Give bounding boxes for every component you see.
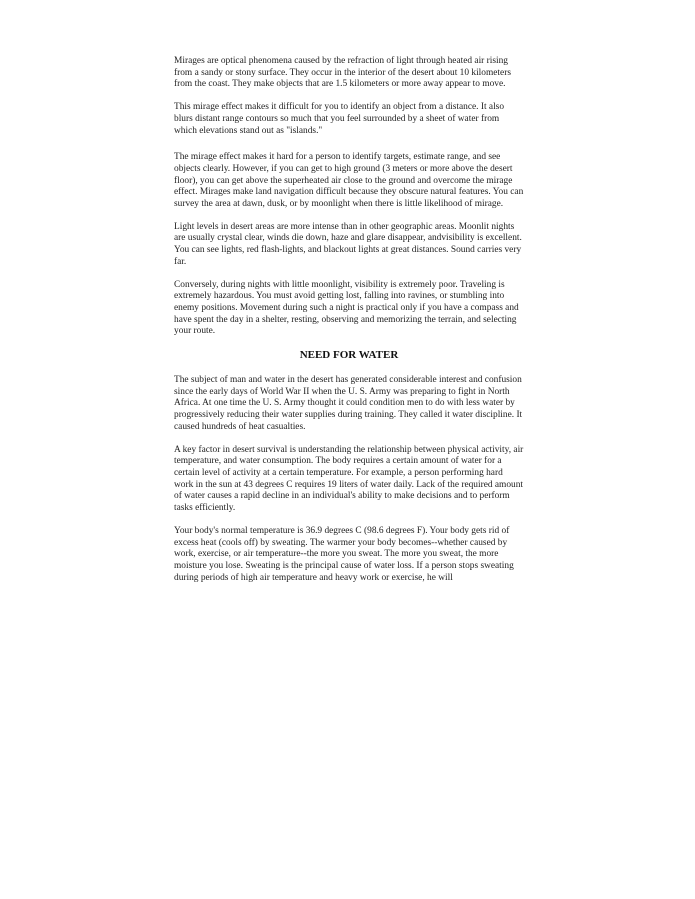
paragraph-mirage-distance: This mirage effect makes it difficult for you to identify an object from a distance. It also blurs distant range contours so much that you feel surrounded by a sheet of water from which elevations stand out as "islands." xyxy=(174,102,505,136)
paragraph-mirage-definition: Mirages are optical phenomena caused by the refraction of light through heated air rising from a sandy or stony surface. They occur in the interior of the desert about 10 kilometers from the coast. They make objects that are 1.5 kilometers or more away appear to move. xyxy=(174,56,511,90)
paragraph-mirage-high-ground: The mirage effect makes it hard for a person to identify targets, estimate range, and see objects clearly. However, if you can get to high ground (3 meters or more above the desert floor), you can get above the superheated air close to the ground and overcome the mirage effect. Mirages make land navigation difficult because they obscure natural features. You can survey the area at dawn, dusk, or by moonlight when there is little likelihood of mirage. xyxy=(174,152,524,210)
section-heading: NEED FOR WATER xyxy=(299,349,399,362)
paragraph-low-moonlight: Conversely, during nights with little moonlight, visibility is extremely poor. Traveling is extremely hazardous. You must avoid getting lost, falling into ravines, or stumbling into enemy positions. Movement during such a night is practical only if you have a compass and have spent the day in a shelter, resting, observing and memorizing the terrain, and selecting your route. xyxy=(174,279,519,337)
paragraph-light-levels: Light levels in desert areas are more intense than in other geographic areas. Moonlit nights are usually crystal clear, winds die down, haze and glare disappear, andvisibility is excellent. You can see lights, red flash-lights, and blackout lights at great distances. Sound carries very far. xyxy=(174,221,522,267)
paragraph-body-temperature: Your body's normal temperature is 36.9 degrees C (98.6 degrees F). Your body gets rid of excess heat (cools off) by sweating. The warmer your body becomes--whether caused by work, exercise, or air temperature--the more you sweat. The more you sweat, the more moisture you lose. Sweating is the principal cause of water loss. If a person stops sweating during periods of high air temperature and heavy work or exercise, he will xyxy=(174,525,514,583)
paragraph-water-relationship: A key factor in desert survival is understanding the relationship between physical activity, air temperature, and water consumption. The body requires a certain amount of water for a certain level of activity at a certain temperature. For example, a person performing hard work in the sun at 43 degrees C requires 19 liters of water daily. Lack of the required amount of water causes a rapid decline in an individual's ability to make decisions and to perform tasks efficiently. xyxy=(174,444,524,514)
paragraph-water-history: The subject of man and water in the desert has generated considerable interest and confusion since the early days of World War II when the U. S. Army was preparing to fight in North Africa. At one time the U. S. Army thought it could condition men to do with less water by progressively reducing their water supplies during training. They called it water discipline. It caused hundreds of heat casualties. xyxy=(174,375,523,432)
document-page xyxy=(174,56,524,595)
